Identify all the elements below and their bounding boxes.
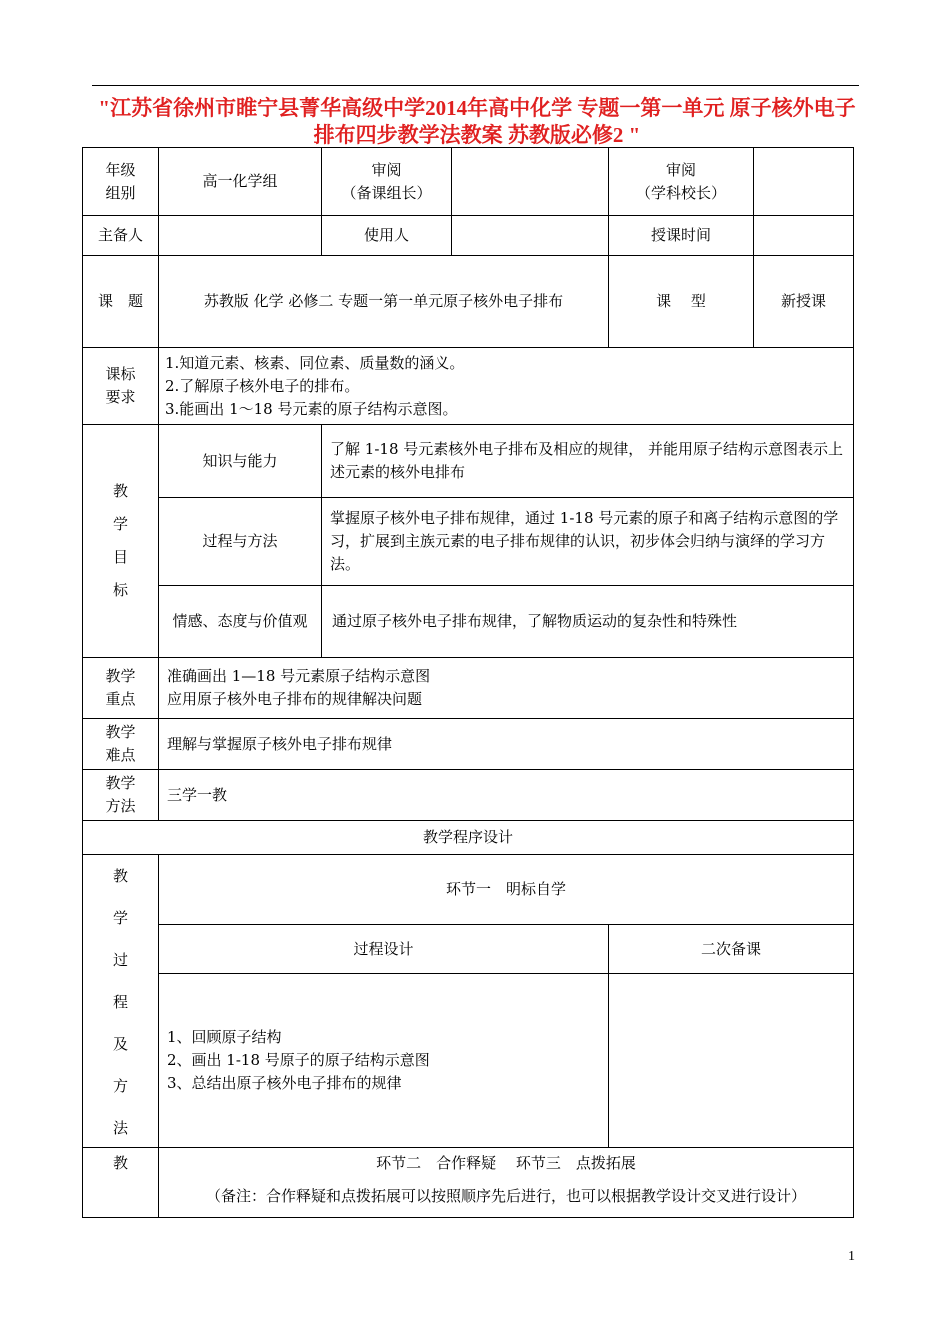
knowledge-label: 知识与能力 — [159, 425, 322, 498]
review-value — [452, 148, 609, 216]
grade-group-label: 年级 组别 — [83, 148, 159, 216]
goals-label: 教 学 目 标 — [83, 425, 159, 658]
type-label: 课 型 — [609, 256, 754, 348]
program-title: 教学程序设计 — [83, 821, 854, 855]
preparer-label: 主备人 — [83, 216, 159, 256]
key-points-row — [83, 658, 854, 719]
difficulty-row — [83, 719, 854, 770]
design-header: 过程设计 — [159, 925, 609, 974]
user-label: 使用人 — [322, 216, 452, 256]
difficulty-text: 理解与掌握原子核外电子排布规律 — [159, 719, 854, 770]
emotion-label: 情感、态度与价值观 — [159, 586, 322, 658]
list-item: 3.能画出 1～18 号元素的原子结构示意图。 — [165, 399, 458, 418]
list-item: 准确画出 1—18 号元素原子结构示意图 — [167, 667, 431, 685]
final-content — [159, 1148, 854, 1218]
preparer-value — [159, 216, 322, 256]
list-item: 1.知道元素、核素、同位素、质量数的涵义。 — [165, 353, 465, 372]
time-value — [754, 216, 854, 256]
second-prep-cell — [609, 974, 854, 1148]
header-row-1 — [83, 148, 854, 216]
standards-label: 课标 要求 — [83, 348, 159, 425]
list-item: 2.了解原子核外电子的排布。 — [165, 376, 360, 395]
method-text: 三学一教 — [159, 770, 854, 821]
process-text: 掌握原子核外电子排布规律，通过 1-18 号元素的原子和离子结构示意图的学习，扩展到主族元素的电子排布规律的认识，初步体会归纳与演绎的学习方法。 — [322, 498, 854, 586]
list-item: 1、回顾原子结构 — [167, 1028, 282, 1046]
emotion-text: 通过原子核外电子排布规律，了解物质运动的复杂性和特殊性 — [322, 586, 854, 658]
goal-row-process — [83, 498, 854, 586]
process-label: 过程与方法 — [159, 498, 322, 586]
process-steps-row — [83, 974, 854, 1148]
topic-row — [83, 256, 854, 348]
knowledge-text: 了解 1-18 号元素核外电子排布及相应的规律， 并能用原子结构示意图表示上述元素的核外电排布 — [322, 425, 854, 498]
lesson-plan-table — [82, 147, 854, 1218]
step1-title: 环节一 明标自学 — [159, 855, 854, 925]
page-number: 1 — [848, 1249, 855, 1264]
final-line-1: 环节二 合作释疑 环节三 点拨拓展 — [376, 1154, 636, 1172]
process-header-row — [83, 925, 854, 974]
method-row — [83, 770, 854, 821]
process-step1-row — [83, 855, 854, 925]
key-points-list — [159, 658, 854, 719]
process-steps — [159, 974, 609, 1148]
second-prep-header: 二次备课 — [609, 925, 854, 974]
goal-row-knowledge — [83, 425, 854, 498]
type-value: 新授课 — [754, 256, 854, 348]
topic-label: 课 题 — [83, 256, 159, 348]
list-item: 3、总结出原子核外电子排布的规律 — [167, 1074, 402, 1092]
document-title: "江苏省徐州市睢宁县菁华高级中学2014年高中化学 专题一第一单元 原子核外电子排布四步教学法教案 苏教版必修2 " — [98, 96, 856, 147]
method-label: 教学 方法 — [83, 770, 159, 821]
grade-group-value: 高一化学组 — [159, 148, 322, 216]
key-points-label: 教学 重点 — [83, 658, 159, 719]
final-row — [83, 1148, 854, 1218]
process-label: 教 学 过 程 及 方 法 — [83, 855, 159, 1148]
review2-label: 审阅 （学科校长） — [609, 148, 754, 216]
difficulty-label: 教学 难点 — [83, 719, 159, 770]
final-label: 教 — [83, 1148, 159, 1218]
review-label: 审阅 （备课组长） — [322, 148, 452, 216]
goal-row-emotion — [83, 586, 854, 658]
program-title-row — [83, 821, 854, 855]
top-rule — [92, 85, 859, 86]
list-item: 2、画出 1-18 号原子的原子结构示意图 — [167, 1051, 430, 1069]
final-line-2: （备注：合作释疑和点拨拓展可以按照顺序先后进行，也可以根据教学设计交叉进行设计） — [206, 1187, 807, 1205]
standards-list — [159, 348, 854, 425]
user-value — [452, 216, 609, 256]
header-row-2 — [83, 216, 854, 256]
topic-value: 苏教版 化学 必修二 专题一第一单元原子核外电子排布 — [159, 256, 609, 348]
time-label: 授课时间 — [609, 216, 754, 256]
standards-row — [83, 348, 854, 425]
list-item: 应用原子核外电子排布的规律解决问题 — [167, 690, 423, 708]
review2-value — [754, 148, 854, 216]
